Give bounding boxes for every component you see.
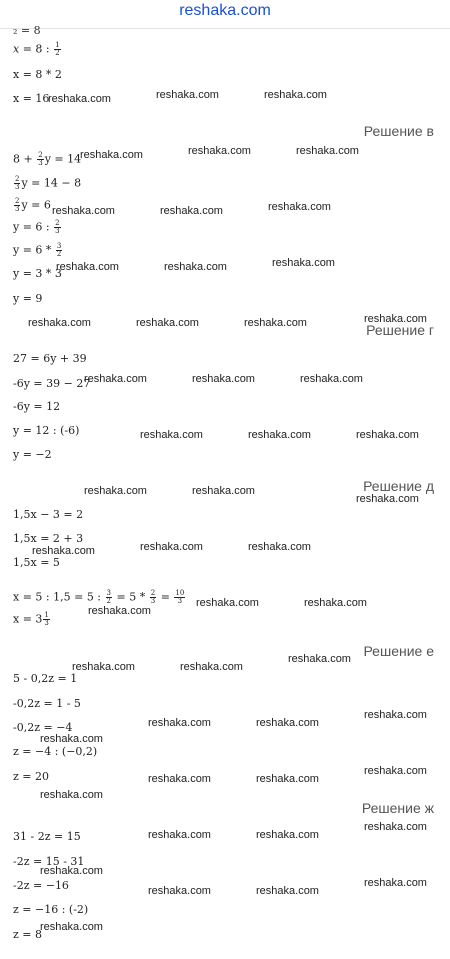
solution-zh-heading: Решение ж xyxy=(361,800,434,816)
watermark: reshaka.com xyxy=(244,317,307,329)
solution-v-heading: Решение в xyxy=(363,123,434,139)
solution-b-line-1: x = 8 : $\frac{1}{2}$ xyxy=(13,41,60,57)
solution-g-line-1: 27 = 6y + 39 xyxy=(13,352,87,365)
fraction: $\frac{2}{3}$ xyxy=(55,219,60,235)
solution-zh-line-4: z = −16 : (-2) xyxy=(13,903,89,916)
watermark: reshaka.com xyxy=(40,733,103,745)
watermark: reshaka.com xyxy=(52,205,115,217)
watermark: reshaka.com xyxy=(196,597,259,609)
watermark: reshaka.com xyxy=(136,317,199,329)
watermark: reshaka.com xyxy=(148,885,211,897)
solution-v-line-1: 8 + $\frac{2}{3}$ y = 14 xyxy=(13,151,82,167)
watermark: reshaka.com xyxy=(264,89,327,101)
watermark: reshaka.com xyxy=(364,765,427,777)
watermark: reshaka.com xyxy=(40,865,103,877)
watermark: reshaka.com xyxy=(164,261,227,273)
watermark: reshaka.com xyxy=(364,821,427,833)
solution-v-line-6: y = 3 * 3 xyxy=(13,267,62,280)
watermark: reshaka.com xyxy=(140,541,203,553)
watermark: reshaka.com xyxy=(296,145,359,157)
watermark: reshaka.com xyxy=(84,373,147,385)
solution-v-line-2: $\frac{2}{3}$ y = 14 − 8 xyxy=(15,175,82,191)
watermark: reshaka.com xyxy=(140,429,203,441)
watermark: reshaka.com xyxy=(80,149,143,161)
solution-zh-line-1: 31 - 2z = 15 xyxy=(13,830,81,843)
fraction: $\frac{1}{3}$ xyxy=(44,611,49,627)
watermark: reshaka.com xyxy=(32,545,95,557)
watermark: reshaka.com xyxy=(256,717,319,729)
watermark: reshaka.com xyxy=(256,829,319,841)
solution-e-line-2: -0,2z = 1 - 5 xyxy=(13,697,81,710)
watermark: reshaka.com xyxy=(160,205,223,217)
solution-v-line-7: y = 9 xyxy=(13,292,43,305)
watermark: reshaka.com xyxy=(248,541,311,553)
fraction: $\frac{10}{3}$ xyxy=(175,589,185,605)
solution-e-heading: Решение е xyxy=(363,643,434,659)
solution-g-line-3: -6y = 12 xyxy=(13,400,61,413)
watermark: reshaka.com xyxy=(364,709,427,721)
watermark: reshaka.com xyxy=(304,597,367,609)
solution-zh-line-3: -2z = −16 xyxy=(13,879,69,892)
fraction: $\frac{3}{2}$ xyxy=(56,242,62,258)
fraction: $\frac{3}{2}$ xyxy=(106,589,111,605)
watermark: reshaka.com xyxy=(256,773,319,785)
solution-d-line-3: 1,5x = 5 xyxy=(13,556,60,569)
solution-v-line-3: $\frac{2}{3}$ y = 6 xyxy=(15,197,51,213)
watermark: reshaka.com xyxy=(40,789,103,801)
watermark: reshaka.com xyxy=(56,261,119,273)
watermark: reshaka.com xyxy=(364,313,427,325)
solution-g-line-5: y = −2 xyxy=(13,448,52,461)
watermark: reshaka.com xyxy=(356,429,419,441)
solution-b-line-3: x = 16 xyxy=(13,92,50,105)
solution-e-line-1: 5 - 0,2z = 1 xyxy=(13,672,78,685)
solution-v-line-5: y = 6 * $\frac{3}{2}$ xyxy=(13,242,62,258)
solution-g-line-2: -6y = 39 − 27 xyxy=(13,377,91,390)
solution-b-line-2: x = 8 * 2 xyxy=(13,68,62,81)
watermark: reshaka.com xyxy=(40,921,103,933)
site-header xyxy=(0,0,450,29)
watermark: reshaka.com xyxy=(156,89,219,101)
watermark: reshaka.com xyxy=(300,373,363,385)
solution-d-line-4: x = 5 : 1,5 = 5 : $\frac{3}{2}$ = 5 * $\frac{2}{3}$ = $\frac{10}{3}$ xyxy=(13,589,185,605)
solution-g-line-4: y = 12 : (-6) xyxy=(13,424,80,437)
solution-d-line-2: 1,5x = 2 + 3 xyxy=(13,532,84,545)
fraction: $\frac{2}{3}$ xyxy=(38,151,43,167)
watermark: reshaka.com xyxy=(248,429,311,441)
watermark: reshaka.com xyxy=(356,493,419,505)
solution-zh-line-5: z = 8 xyxy=(13,928,43,941)
solution-e-line-3: -0,2z = −4 xyxy=(13,721,73,734)
watermark: reshaka.com xyxy=(256,885,319,897)
solution-e-line-4: z = −4 : (−0,2) xyxy=(13,745,98,758)
watermark: reshaka.com xyxy=(268,201,331,213)
solution-g-heading: Решение г xyxy=(366,322,434,338)
solution-d-line-1: 1,5x − 3 = 2 xyxy=(13,508,84,521)
watermark: reshaka.com xyxy=(88,605,151,617)
solution-zh-line-2: -2z = 15 - 31 xyxy=(13,855,85,868)
watermark: reshaka.com xyxy=(148,717,211,729)
watermark: reshaka.com xyxy=(192,485,255,497)
solution-d-line-5: x = 3 $\frac{1}{3}$ xyxy=(13,611,49,627)
watermark: reshaka.com xyxy=(72,661,135,673)
watermark: reshaka.com xyxy=(48,93,111,105)
solution-e-line-5: z = 20 xyxy=(13,770,50,783)
watermark: reshaka.com xyxy=(192,373,255,385)
watermark: reshaka.com xyxy=(148,829,211,841)
solution-v-line-4: y = 6 : $\frac{2}{3}$ xyxy=(13,219,60,235)
watermark: reshaka.com xyxy=(272,257,335,269)
watermark: reshaka.com xyxy=(180,661,243,673)
fraction: $\frac{2}{3}$ xyxy=(15,175,20,191)
fraction: $\frac{2}{3}$ xyxy=(15,197,20,213)
site-logo-link[interactable]: reshaka.com xyxy=(179,2,271,19)
partial-line: ₂ = 8 xyxy=(13,24,41,37)
solution-d-heading: Решение д xyxy=(363,478,434,494)
watermark: reshaka.com xyxy=(84,485,147,497)
watermark: reshaka.com xyxy=(288,653,351,665)
fraction: $\frac{2}{3}$ xyxy=(150,589,156,605)
watermark: reshaka.com xyxy=(188,145,251,157)
watermark: reshaka.com xyxy=(148,773,211,785)
fraction: $\frac{1}{2}$ xyxy=(55,41,60,57)
watermark: reshaka.com xyxy=(364,877,427,889)
watermark: reshaka.com xyxy=(28,317,91,329)
